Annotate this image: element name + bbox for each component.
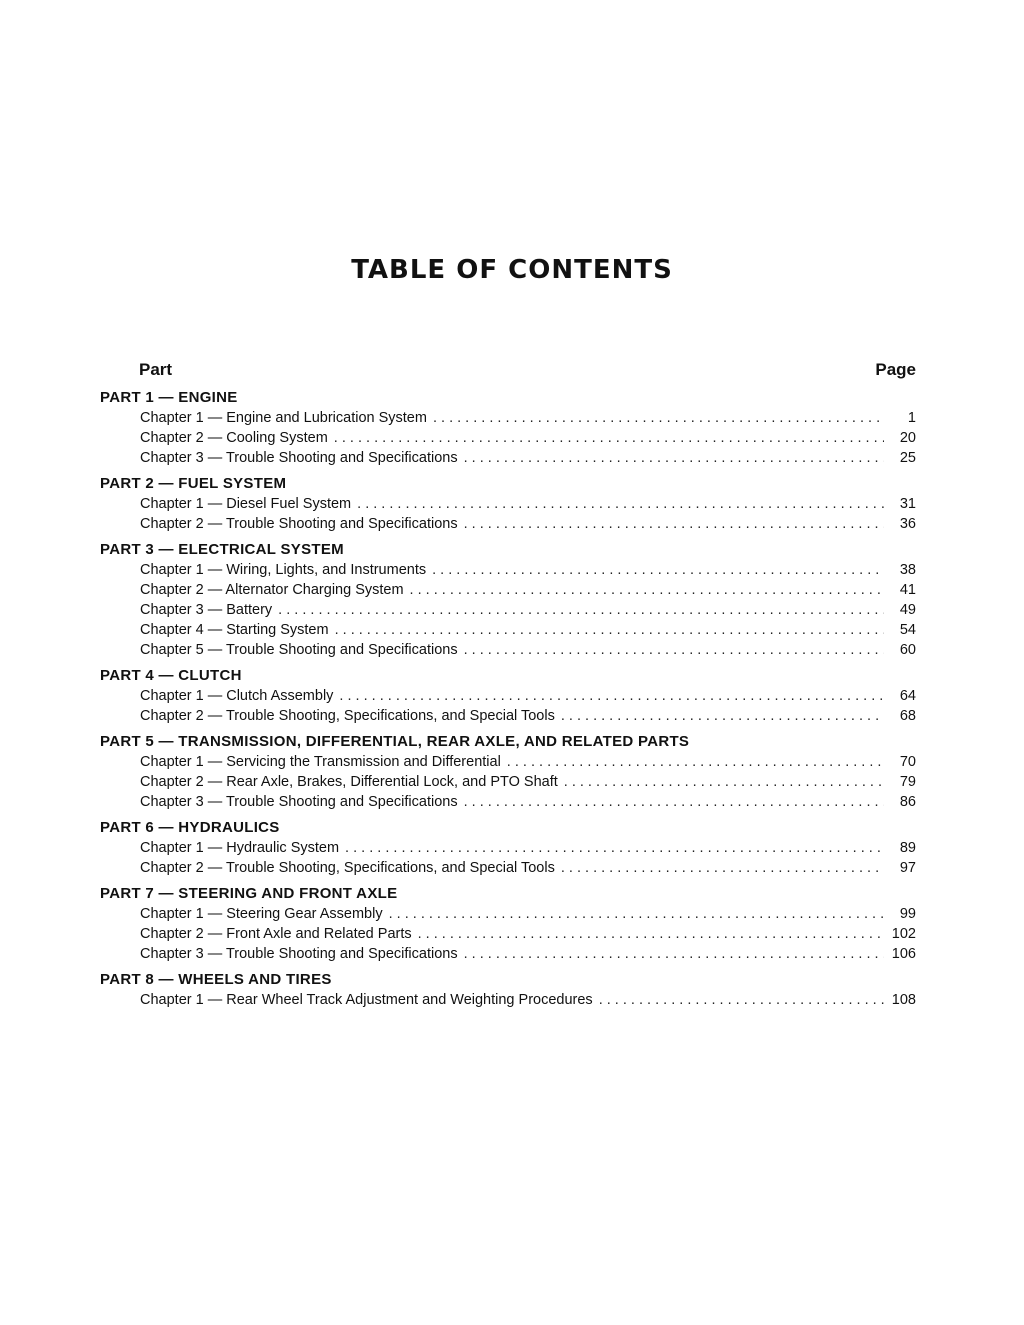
- chapter-entry: [140, 990, 916, 1010]
- chapter-entry: [140, 600, 916, 620]
- chapter-title: Chapter 3 — Trouble Shooting and Specifications: [140, 794, 458, 810]
- page-number: 20: [899, 430, 916, 446]
- part-title: PART 4 — CLUTCH: [100, 667, 242, 684]
- toc-part: [100, 666, 916, 726]
- dot-leader: [507, 752, 884, 772]
- dot-leader: [432, 560, 884, 580]
- chapter-entry: [140, 560, 916, 580]
- dot-leader: [599, 990, 884, 1010]
- page-number: 31: [899, 496, 916, 512]
- dot-leader: [561, 706, 884, 726]
- page-number: 99: [899, 906, 916, 922]
- page-number: 108: [891, 992, 916, 1008]
- page-number: 1: [907, 410, 916, 426]
- part-title: PART 6 — HYDRAULICS: [100, 819, 280, 836]
- chapter-entry: [140, 514, 916, 534]
- dot-leader: [561, 858, 884, 878]
- chapter-entry: [140, 792, 916, 812]
- page-number: 102: [891, 926, 916, 942]
- part-column-header: Part: [139, 360, 173, 379]
- toc-part: [100, 818, 916, 878]
- chapter-entry: [140, 494, 916, 514]
- dot-leader: [433, 408, 884, 428]
- chapter-entry: [140, 752, 916, 772]
- dot-leader: [464, 640, 884, 660]
- chapter-title: Chapter 2 — Trouble Shooting, Specifications, and Special Tools: [140, 708, 555, 724]
- chapter-title: Chapter 3 — Trouble Shooting and Specifications: [140, 450, 458, 466]
- dot-leader: [564, 772, 884, 792]
- chapter-title: Chapter 1 — Steering Gear Assembly: [140, 906, 383, 922]
- part-title: PART 2 — FUEL SYSTEM: [100, 475, 287, 492]
- page-title: TABLE OF CONTENTS: [351, 255, 673, 285]
- page-number: 106: [891, 946, 916, 962]
- chapter-entry: [140, 924, 916, 944]
- chapter-title: Chapter 1 — Engine and Lubrication System: [140, 410, 427, 426]
- dot-leader: [464, 514, 884, 534]
- dot-leader: [334, 428, 884, 448]
- chapter-entry: [140, 858, 916, 878]
- page-number: 64: [899, 688, 916, 704]
- toc-part: [100, 732, 916, 812]
- part-title: PART 3 — ELECTRICAL SYSTEM: [100, 541, 344, 558]
- chapter-entry: [140, 448, 916, 468]
- dot-leader: [418, 924, 884, 944]
- page-number: 38: [899, 562, 916, 578]
- chapter-title: Chapter 1 — Diesel Fuel System: [140, 496, 352, 512]
- chapter-entry: [140, 838, 916, 858]
- page-number: 49: [899, 602, 916, 618]
- chapter-entry: [140, 580, 916, 600]
- dot-leader: [278, 600, 884, 620]
- page-number: 79: [899, 774, 916, 790]
- page-number: 54: [899, 622, 916, 638]
- chapter-entry: [140, 944, 916, 964]
- part-title: PART 1 — ENGINE: [100, 389, 238, 406]
- page-number: 25: [899, 450, 916, 466]
- chapter-entry: [140, 428, 916, 448]
- chapter-title: Chapter 2 — Front Axle and Related Parts: [140, 926, 412, 942]
- chapter-title: Chapter 2 — Trouble Shooting, Specifications, and Special Tools: [140, 860, 555, 876]
- column-headers: [139, 360, 916, 382]
- toc-part: [100, 474, 916, 534]
- chapter-title: Chapter 1 — Wiring, Lights, and Instruments: [140, 562, 427, 578]
- dot-leader: [464, 944, 884, 964]
- chapter-entry: [140, 904, 916, 924]
- part-title: PART 8 — WHEELS AND TIRES: [100, 971, 332, 988]
- dot-leader: [389, 904, 884, 924]
- dot-leader: [464, 448, 884, 468]
- page-number: 70: [899, 754, 916, 770]
- chapter-entry: [140, 686, 916, 706]
- page-number: 60: [899, 642, 916, 658]
- toc-part: [100, 970, 916, 1010]
- toc-part: [100, 540, 916, 660]
- toc-part: [100, 884, 916, 964]
- chapter-entry: [140, 640, 916, 660]
- part-title: PART 5 — TRANSMISSION, DIFFERENTIAL, REAR AXLE, AND RELATED PARTS: [100, 733, 690, 750]
- chapter-title: Chapter 4 — Starting System: [140, 622, 329, 638]
- dot-leader: [357, 494, 884, 514]
- dot-leader: [335, 620, 884, 640]
- page-number: 86: [899, 794, 916, 810]
- part-title: PART 7 — STEERING AND FRONT AXLE: [100, 885, 398, 902]
- dot-leader: [410, 580, 884, 600]
- chapter-title: Chapter 2 — Cooling System: [140, 430, 328, 446]
- chapter-entry: [140, 408, 916, 428]
- chapter-title: Chapter 1 — Clutch Assembly: [140, 688, 334, 704]
- table-of-contents: [100, 388, 916, 1016]
- chapter-title: Chapter 2 — Alternator Charging System: [140, 582, 404, 598]
- chapter-title: Chapter 1 — Rear Wheel Track Adjustment and Weighting Procedures: [140, 992, 593, 1008]
- page-number: 68: [899, 708, 916, 724]
- dot-leader: [464, 792, 884, 812]
- chapter-entry: [140, 772, 916, 792]
- dot-leader: [345, 838, 884, 858]
- chapter-title: Chapter 2 — Rear Axle, Brakes, Differential Lock, and PTO Shaft: [140, 774, 558, 790]
- chapter-title: Chapter 1 — Hydraulic System: [140, 840, 340, 856]
- page-number: 97: [899, 860, 916, 876]
- chapter-title: Chapter 5 — Trouble Shooting and Specifications: [140, 642, 458, 658]
- chapter-entry: [140, 620, 916, 640]
- page-column-header: Page: [875, 360, 916, 379]
- chapter-title: Chapter 3 — Trouble Shooting and Specifications: [140, 946, 458, 962]
- chapter-title: Chapter 2 — Trouble Shooting and Specifications: [140, 516, 458, 532]
- page-number: 36: [899, 516, 916, 532]
- page-number: 41: [899, 582, 916, 598]
- chapter-title: Chapter 3 — Battery: [140, 602, 273, 618]
- page-number: 89: [899, 840, 916, 856]
- chapter-title: Chapter 1 — Servicing the Transmission and Differential: [140, 754, 501, 770]
- chapter-entry: [140, 706, 916, 726]
- dot-leader: [339, 686, 884, 706]
- toc-part: [100, 388, 916, 468]
